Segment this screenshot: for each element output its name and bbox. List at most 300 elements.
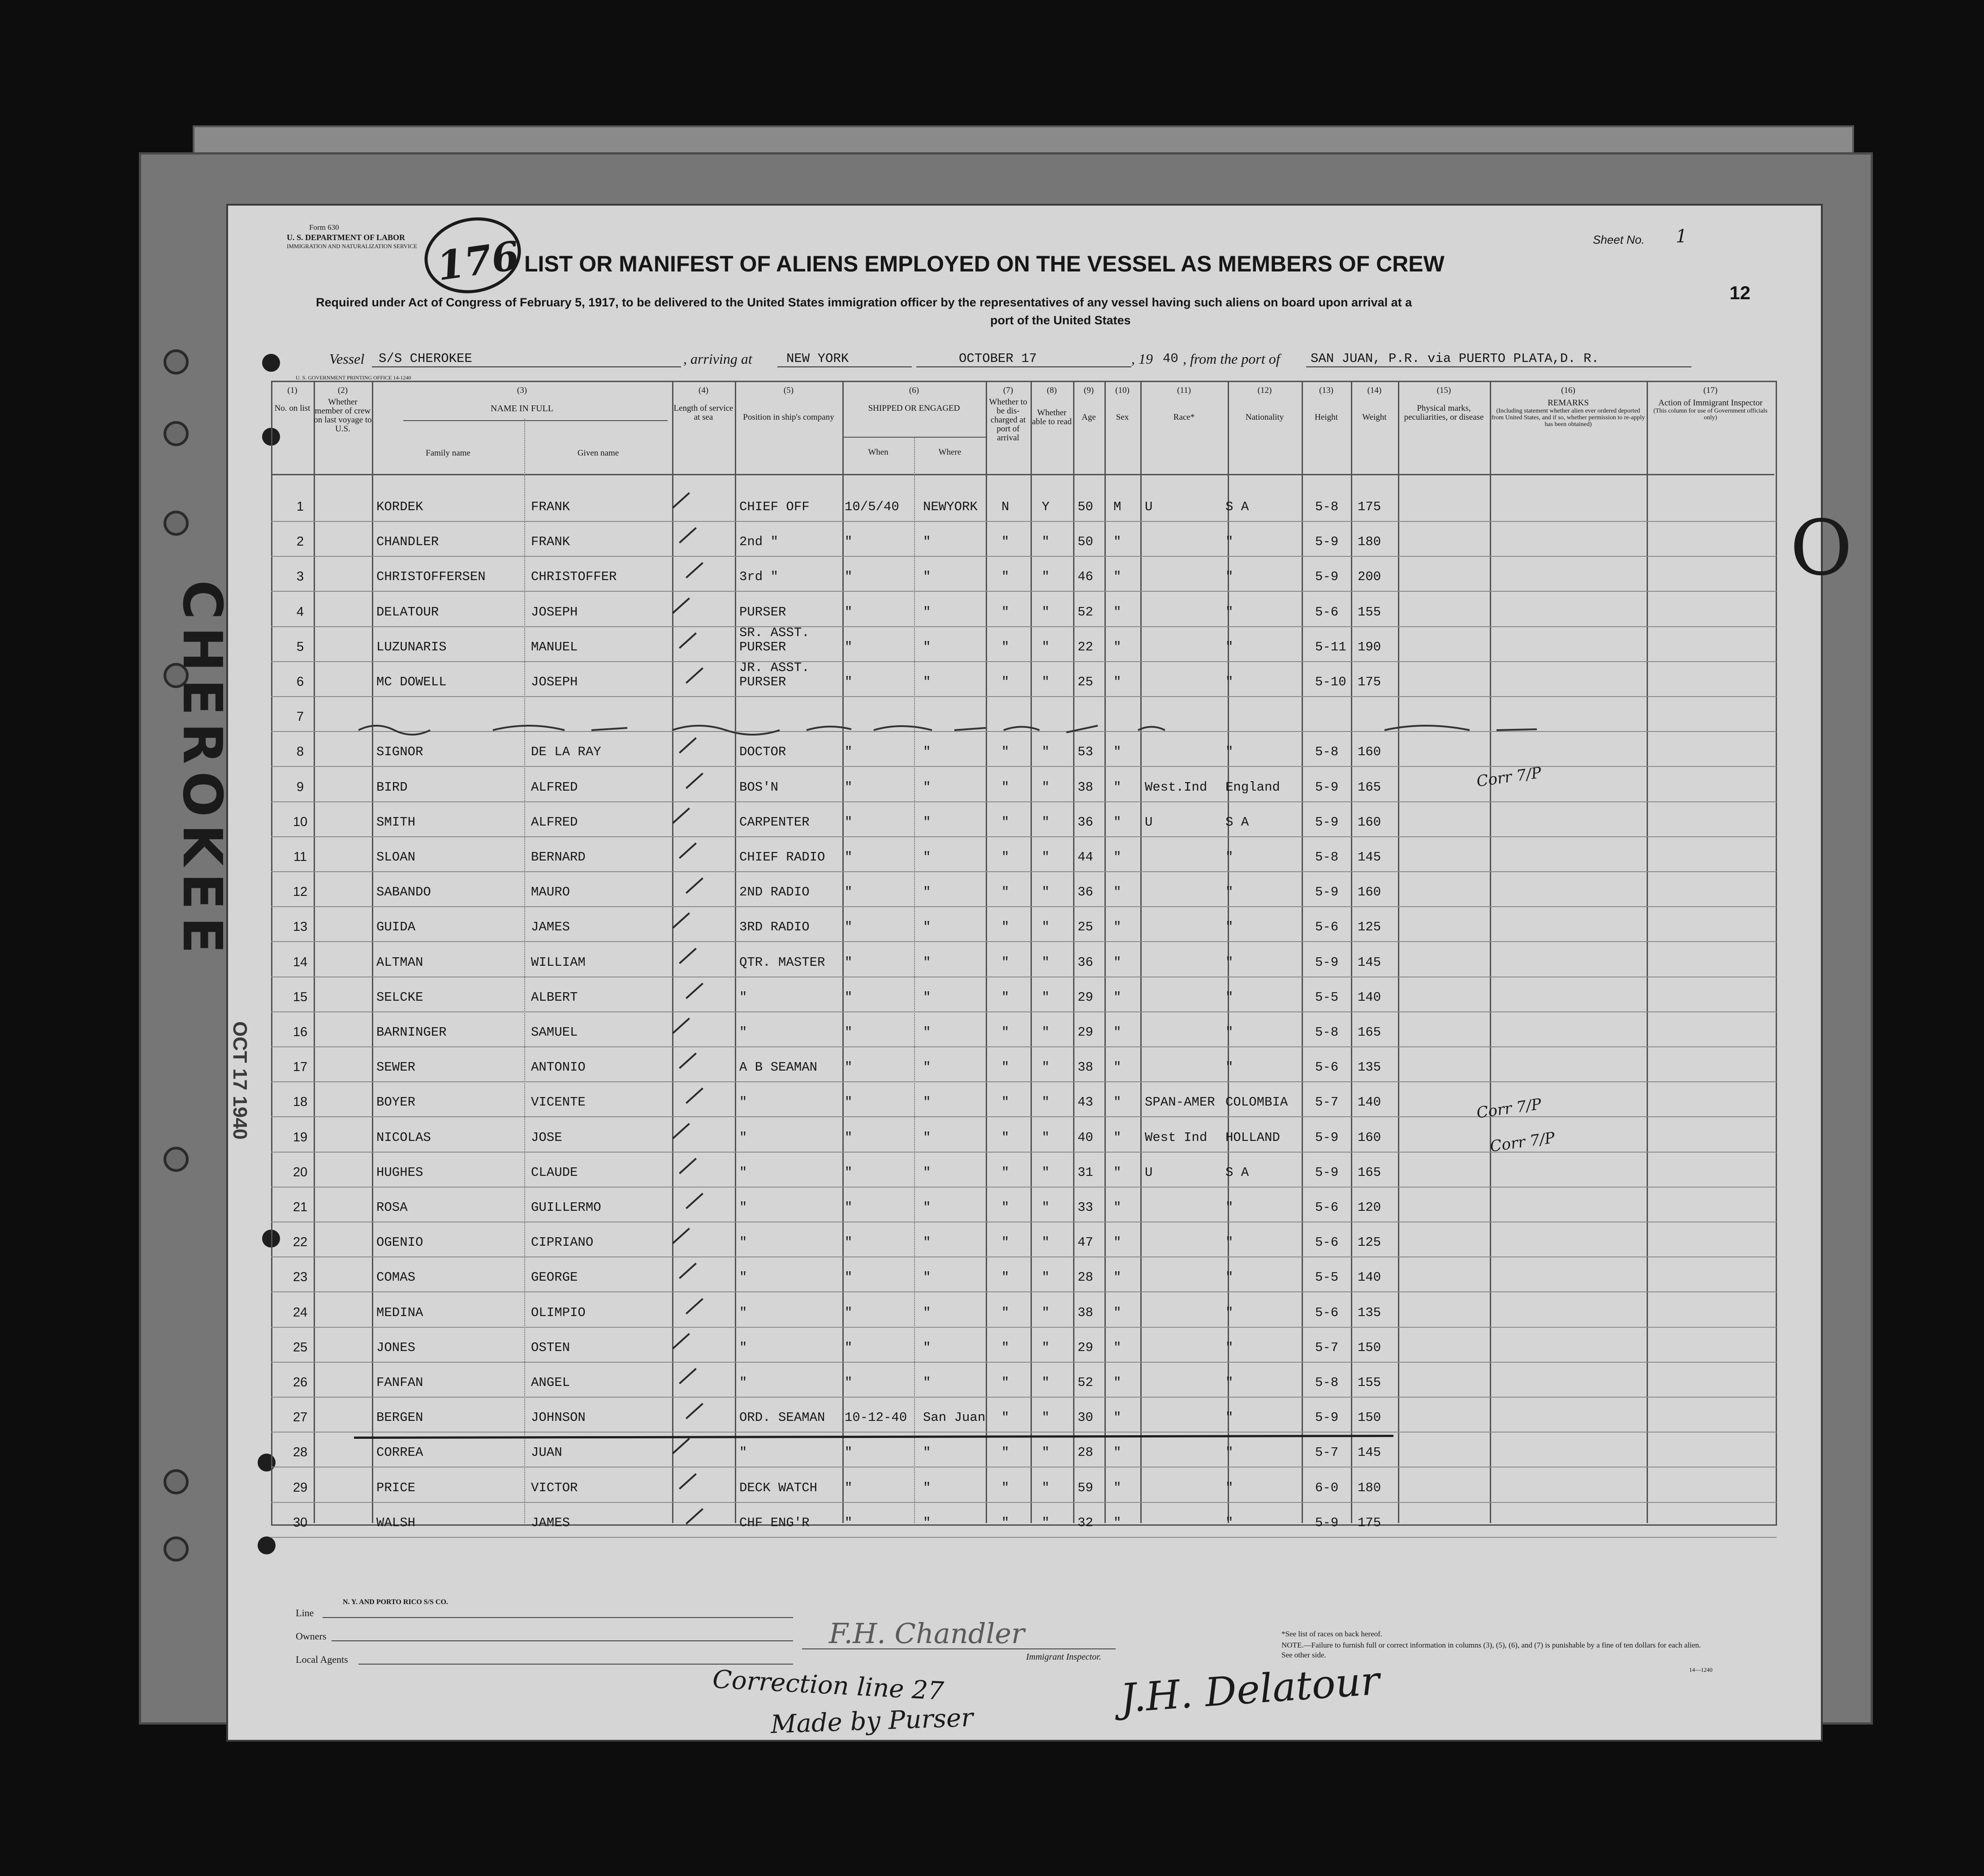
col11-header: (11) Race* [1173, 386, 1195, 422]
table-row [271, 977, 1777, 1012]
arriving-port: NEW YORK [786, 351, 849, 366]
check-mark-icon [686, 772, 703, 788]
discharged: " [1001, 604, 1009, 620]
discharged: " [1001, 1165, 1009, 1180]
shipped-where: " [923, 1095, 931, 1110]
weight: 140 [1358, 1270, 1381, 1285]
height: 5-6 [1315, 1235, 1339, 1250]
given-name: CHRISTOFFER [531, 569, 617, 585]
table-row [271, 1362, 1777, 1398]
height: 5-6 [1315, 1200, 1339, 1215]
col7-header: (7) Whether to be dis-charged at port of arrival [989, 386, 1027, 443]
check-mark-icon [686, 878, 703, 894]
position: 2nd " [739, 534, 779, 550]
row-number: 9 [296, 779, 304, 794]
nationality: HOLLAND [1225, 1130, 1280, 1145]
family-name: CHANDLER [376, 534, 439, 550]
family-name: JONES [376, 1340, 416, 1355]
table-row [271, 1327, 1777, 1363]
discharged: " [1001, 1480, 1009, 1495]
sex: " [1113, 639, 1121, 654]
nationality: " [1225, 569, 1234, 585]
check-mark-icon [686, 667, 703, 684]
correction-note-1: Correction line 27 [712, 1665, 945, 1706]
discharged: " [1001, 1200, 1009, 1215]
vessel-stamp: CHEROKEE [171, 580, 233, 961]
page-number: 12 [1730, 282, 1751, 303]
sex: " [1113, 534, 1121, 550]
sex: " [1113, 955, 1121, 970]
given-name: WILLIAM [531, 955, 586, 970]
shipped-where: " [923, 850, 931, 865]
sex: " [1113, 1235, 1121, 1250]
table-row [271, 836, 1777, 872]
position-line-2: PURSER [739, 675, 786, 689]
able-to-read: " [1042, 1305, 1050, 1320]
shipped-when: " [845, 675, 853, 689]
row-number: 22 [293, 1235, 308, 1250]
shipped-where: " [923, 1480, 931, 1495]
given-name: JUAN [531, 1445, 562, 1460]
col14-header: (14) Weight [1362, 386, 1387, 422]
vessel-name: S/S CHEROKEE [379, 351, 472, 366]
age: 50 [1078, 499, 1093, 514]
height: 5-6 [1315, 1060, 1339, 1075]
able-to-read: " [1042, 1515, 1050, 1530]
table-row [271, 942, 1777, 977]
shipped-when-header: When [868, 447, 888, 457]
height: 5-9 [1315, 569, 1339, 585]
sex: " [1113, 1515, 1121, 1530]
shipped-where: " [923, 604, 931, 620]
position: " [739, 1340, 747, 1355]
position: JR. ASST. [739, 660, 810, 675]
col6-header: (6) SHIPPED OR ENGAGED [868, 386, 960, 413]
age: 32 [1078, 1515, 1093, 1530]
position: " [739, 1095, 747, 1110]
row-number: 2 [296, 534, 304, 549]
able-to-read: " [1042, 850, 1050, 865]
height: 5-9 [1315, 1165, 1339, 1180]
purser-signature: J.H. Delatour [1119, 1657, 1381, 1722]
given-name: VICENTE [531, 1095, 586, 1110]
family-name: BIRD [376, 779, 408, 795]
height: 5-9 [1315, 814, 1339, 830]
height: 6-0 [1315, 1480, 1339, 1495]
discharged: " [1001, 1515, 1009, 1530]
check-mark-icon [686, 1508, 703, 1524]
given-name-header: Given name [577, 448, 619, 458]
position: " [739, 1165, 747, 1180]
position: " [739, 1270, 747, 1285]
position: DOCTOR [739, 744, 786, 760]
table-row [271, 1187, 1777, 1222]
weight: 150 [1358, 1340, 1381, 1355]
weight: 160 [1358, 814, 1381, 830]
table-row [271, 626, 1777, 662]
col8-header: (8) Whether able to read [1032, 386, 1072, 426]
able-to-read: " [1042, 1025, 1050, 1040]
weight: 135 [1358, 1060, 1381, 1075]
weight: 150 [1358, 1410, 1381, 1425]
table-row [271, 1467, 1777, 1503]
race: SPAN-AMER [1145, 1095, 1215, 1110]
sex: " [1113, 675, 1121, 689]
date-underline [916, 366, 1131, 367]
sex: " [1113, 1130, 1121, 1145]
row-number: 7 [296, 710, 304, 724]
family-name: HUGHES [376, 1165, 423, 1180]
shipped-when: " [845, 885, 853, 900]
age: 29 [1078, 1340, 1093, 1355]
age: 36 [1078, 955, 1093, 970]
weight: 165 [1358, 1025, 1381, 1040]
inspector-underline [802, 1648, 1116, 1649]
discharged: " [1001, 955, 1009, 970]
shipped-where: " [923, 744, 931, 760]
table-row [271, 1011, 1777, 1047]
family-name: GUIDA [376, 920, 416, 935]
able-to-read: Y [1042, 499, 1050, 514]
weight: 145 [1358, 955, 1381, 970]
race: U [1145, 1165, 1153, 1180]
sheet-number: 1 [1676, 226, 1687, 247]
able-to-read: " [1042, 604, 1050, 620]
binder-hole-icon [164, 349, 189, 374]
shipped-when: " [845, 1270, 853, 1285]
race: U [1145, 499, 1153, 514]
weight: 190 [1358, 639, 1381, 654]
sex: " [1113, 1200, 1121, 1215]
remark-note-2: Corr 7/P [1475, 1095, 1543, 1122]
owners-label: Owners [296, 1631, 327, 1642]
weight: 135 [1358, 1305, 1381, 1320]
nationality: " [1225, 1340, 1234, 1355]
able-to-read: " [1042, 955, 1050, 970]
nationality: " [1225, 744, 1234, 760]
age: 30 [1078, 1410, 1093, 1425]
shipped-where: " [923, 1235, 931, 1250]
age: 36 [1078, 885, 1093, 900]
nationality: " [1225, 885, 1234, 900]
from-port: SAN JUAN, P.R. via PUERTO PLATA,D. R. [1311, 351, 1599, 366]
able-to-read: " [1042, 1410, 1050, 1425]
row-number: 1 [296, 499, 304, 514]
check-mark-icon [679, 1473, 697, 1489]
nationality: " [1225, 1235, 1234, 1250]
age: 38 [1078, 779, 1093, 795]
shipped-where: " [923, 1515, 931, 1530]
punch-hole-icon [262, 354, 280, 372]
shipped-when: " [845, 534, 853, 550]
age: 43 [1078, 1095, 1093, 1110]
shipped-when: " [845, 779, 853, 795]
height: 5-8 [1315, 744, 1339, 760]
position: " [739, 1305, 747, 1320]
weight: 155 [1358, 1375, 1381, 1390]
age: 31 [1078, 1165, 1093, 1180]
shipped-when: " [845, 1340, 853, 1355]
discharged: " [1001, 990, 1009, 1005]
check-mark-icon [672, 808, 690, 824]
shipped-when: " [845, 850, 853, 865]
discharged: " [1001, 1445, 1009, 1460]
row-number: 4 [296, 604, 304, 619]
given-name: JOHNSON [531, 1410, 586, 1425]
height: 5-11 [1315, 639, 1346, 654]
height: 5-10 [1315, 675, 1346, 689]
correction-note-2: Made by Purser [770, 1703, 974, 1739]
shipped-where: " [923, 955, 931, 970]
nationality: " [1225, 1060, 1234, 1075]
table-row [271, 766, 1777, 802]
nationality: " [1225, 639, 1234, 654]
name-header-rule [403, 420, 668, 421]
col10-header: (10) Sex [1115, 386, 1130, 422]
given-name: VICTOR [531, 1480, 578, 1495]
age: 40 [1078, 1130, 1093, 1145]
row-number: 30 [293, 1515, 308, 1530]
sex: " [1113, 1340, 1121, 1355]
height: 5-6 [1315, 920, 1339, 935]
able-to-read: " [1042, 1130, 1050, 1145]
discharged: " [1001, 534, 1009, 550]
row-number: 20 [293, 1165, 308, 1179]
nationality: " [1225, 1445, 1234, 1460]
given-name: ANGEL [531, 1375, 570, 1390]
nationality: England [1225, 779, 1280, 795]
discharged: " [1001, 885, 1009, 900]
table-row [271, 1152, 1777, 1188]
sex: " [1113, 850, 1121, 865]
sex: " [1113, 1480, 1121, 1495]
shipped-when: " [845, 955, 853, 970]
age: 22 [1078, 639, 1093, 654]
given-name: MAURO [531, 885, 570, 900]
check-mark-icon [672, 1228, 690, 1244]
race: U [1145, 814, 1153, 830]
discharged: " [1001, 1410, 1009, 1425]
nationality: " [1225, 990, 1234, 1005]
weight: 140 [1358, 1095, 1381, 1110]
able-to-read: " [1042, 1060, 1050, 1075]
age: 29 [1078, 1025, 1093, 1040]
shipped-where: " [923, 990, 931, 1005]
table-row [271, 1081, 1777, 1117]
family-name: MC DOWELL [376, 675, 447, 689]
shipped-when: " [845, 1095, 853, 1110]
discharged: " [1001, 1060, 1009, 1075]
shipped-where: " [923, 569, 931, 585]
row-number: 19 [293, 1130, 308, 1145]
able-to-read: " [1042, 920, 1050, 935]
shipped-when: " [845, 1200, 853, 1215]
shipped-where: " [923, 920, 931, 935]
age: 53 [1078, 744, 1093, 760]
given-name: OSTEN [531, 1340, 570, 1355]
shipped-when: " [845, 1445, 853, 1460]
discharged: " [1001, 1340, 1009, 1355]
shipped-when: " [845, 1025, 853, 1040]
check-mark-icon [672, 597, 690, 613]
nationality: S A [1225, 1165, 1249, 1180]
row-number: 16 [293, 1025, 308, 1039]
age: 25 [1078, 920, 1093, 935]
discharged: " [1001, 1375, 1009, 1390]
sex: " [1113, 1095, 1121, 1110]
able-to-read: " [1042, 990, 1050, 1005]
row-number: 14 [293, 955, 308, 969]
agents-underline [358, 1664, 793, 1665]
nationality: " [1225, 1515, 1234, 1530]
family-name: SELCKE [376, 990, 423, 1005]
discharged: " [1001, 639, 1009, 654]
weight: 145 [1358, 850, 1381, 865]
year-prefix: , 19 [1131, 351, 1153, 367]
sex: " [1113, 1165, 1121, 1180]
height: 5-7 [1315, 1095, 1339, 1110]
row-number: 10 [293, 814, 308, 829]
table-row [271, 486, 1777, 522]
height: 5-8 [1315, 1375, 1339, 1390]
shipped-where: NEWYORK [923, 499, 978, 514]
height: 5-5 [1315, 1270, 1339, 1285]
year: 40 [1163, 351, 1178, 366]
able-to-read: " [1042, 1095, 1050, 1110]
table-row [271, 591, 1777, 627]
able-to-read: " [1042, 885, 1050, 900]
sex: " [1113, 920, 1121, 935]
weight: 165 [1358, 1165, 1381, 1180]
weight: 145 [1358, 1445, 1381, 1460]
given-name: CLAUDE [531, 1165, 578, 1180]
check-mark-icon [686, 1193, 703, 1209]
binder-hole-icon [164, 1147, 189, 1172]
check-mark-icon [679, 843, 697, 859]
family-name: BOYER [376, 1095, 416, 1110]
age: 38 [1078, 1060, 1093, 1075]
able-to-read: " [1042, 1270, 1050, 1285]
sex: " [1113, 1270, 1121, 1285]
position: CHIEF OFF [739, 499, 810, 514]
arriving-underline [777, 366, 912, 367]
form-code: 14—1240 [1689, 1666, 1712, 1673]
given-name: SAMUEL [531, 1025, 578, 1040]
shipped-when: " [845, 604, 853, 620]
table-row [271, 801, 1777, 837]
row-number: 23 [293, 1270, 308, 1285]
age: 59 [1078, 1480, 1093, 1495]
age: 38 [1078, 1305, 1093, 1320]
shipped-where: " [923, 534, 931, 550]
position: SR. ASST. [739, 625, 810, 640]
row-number: 21 [293, 1200, 308, 1214]
weight: 125 [1358, 1235, 1381, 1250]
shipped-where: " [923, 1060, 931, 1075]
able-to-read: " [1042, 1480, 1050, 1495]
shipped-where: " [923, 1200, 931, 1215]
nationality: COLOMBIA [1225, 1095, 1288, 1110]
position: " [739, 1235, 747, 1250]
check-mark-icon [686, 983, 703, 999]
nationality: " [1225, 920, 1234, 935]
check-mark-icon [679, 1053, 697, 1069]
arrival-date: OCTOBER 17 [959, 351, 1037, 366]
check-mark-icon [686, 1298, 703, 1314]
shipped-where: " [923, 779, 931, 795]
date-stamp: OCT 17 1940 [229, 1021, 251, 1140]
header-rule [271, 474, 1774, 475]
family-name: BERGEN [376, 1410, 423, 1425]
shipped-when: " [845, 639, 853, 654]
given-name: BERNARD [531, 850, 586, 865]
row-number: 28 [293, 1445, 308, 1460]
discharged: N [1001, 499, 1009, 514]
nationality: " [1225, 955, 1234, 970]
position: BOS'N [739, 779, 779, 795]
sex: " [1113, 1445, 1121, 1460]
inspector-signature: F.H. Chandler [829, 1617, 1025, 1650]
able-to-read: " [1042, 569, 1050, 585]
row-number: 17 [293, 1060, 308, 1075]
discharged: " [1001, 920, 1009, 935]
shipped-when: " [845, 920, 853, 935]
given-name: FRANK [531, 499, 570, 514]
position: 2ND RADIO [739, 885, 810, 900]
age: 36 [1078, 814, 1093, 830]
age: 52 [1078, 1375, 1093, 1390]
given-name: ALFRED [531, 779, 578, 795]
position: 3rd " [739, 569, 779, 585]
shipped-when: " [845, 814, 853, 830]
table-row [271, 521, 1777, 557]
discharged: " [1001, 1130, 1009, 1145]
height: 5-8 [1315, 1025, 1339, 1040]
able-to-read: " [1042, 1445, 1050, 1460]
shipped-header-rule [842, 437, 986, 438]
position: CARPENTER [739, 814, 810, 830]
table-row [271, 1502, 1777, 1538]
nationality: " [1225, 534, 1234, 550]
weight: 140 [1358, 990, 1381, 1005]
subtitle-line-1: Required under Act of Congress of February 5, 1917, to be delivered to the United States immigration officer by the representatives of any vessel having such aliens on board upon arrival at a [316, 296, 1412, 309]
shipped-where: " [923, 1375, 931, 1390]
shipped-when: " [845, 1480, 853, 1495]
family-name: DELATOUR [376, 604, 439, 620]
given-name: CIPRIANO [531, 1235, 594, 1250]
age: 47 [1078, 1235, 1093, 1250]
weight: 175 [1358, 499, 1381, 514]
row-number: 29 [293, 1480, 308, 1495]
shipped-where: " [923, 1305, 931, 1320]
age: 44 [1078, 850, 1093, 865]
check-mark-icon [672, 1333, 690, 1349]
gpo-notice: U. S. GOVERNMENT PRINTING OFFICE 14-1240 [296, 374, 411, 381]
sex: " [1113, 885, 1121, 900]
check-mark-icon [672, 1018, 690, 1034]
height: 5-9 [1315, 955, 1339, 970]
arriving-label: , arriving at [683, 351, 752, 367]
discharged: " [1001, 569, 1009, 585]
weight: 175 [1358, 675, 1381, 689]
height: 5-9 [1315, 1130, 1339, 1145]
sex: " [1113, 814, 1121, 830]
family-name: ROSA [376, 1200, 408, 1215]
owners-underline [332, 1640, 793, 1641]
height: 5-7 [1315, 1445, 1339, 1460]
family-name: CORREA [376, 1445, 423, 1460]
check-mark-icon [679, 947, 697, 964]
